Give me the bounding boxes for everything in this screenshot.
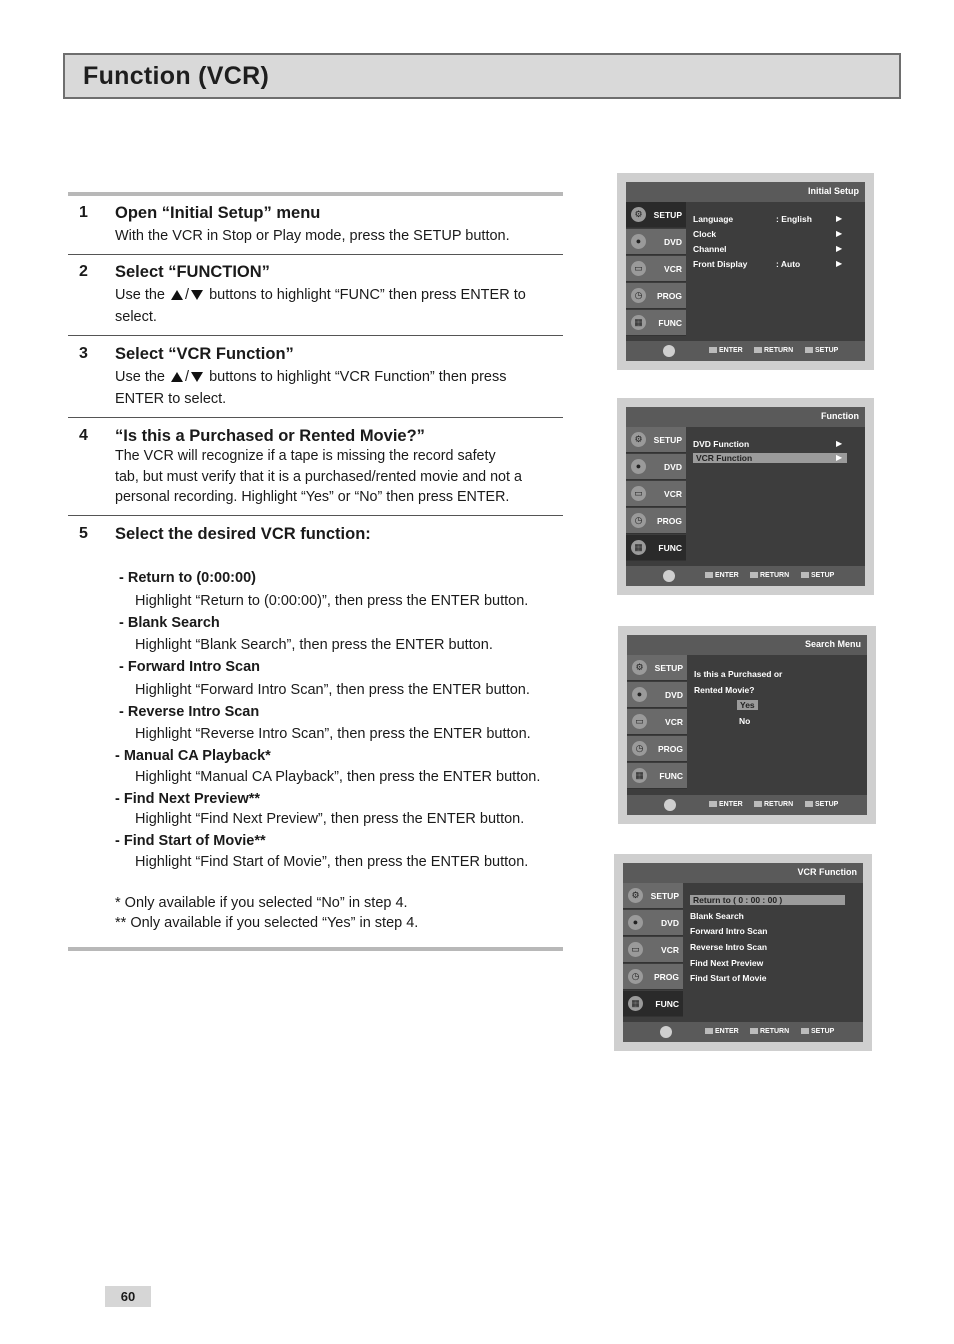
osd-menu-dvd [623, 910, 683, 936]
osd-menu-func [626, 535, 686, 561]
step-4-line: tab, but must verify that it is a purchased/rented movie and not a [115, 468, 522, 485]
function-description: Highlight “Manual CA Playback”, then press the ENTER button. [135, 769, 541, 785]
step-2-title: Select “FUNCTION” [115, 263, 270, 281]
osd-footer [623, 1022, 863, 1042]
osd-menu-label: SETUP [653, 435, 682, 445]
osd-menu-setup [623, 883, 683, 909]
osd-menu-label: DVD [664, 237, 682, 247]
osd-menu-label: DVD [661, 918, 679, 928]
osd-option-yes: Yes [737, 700, 758, 710]
osd-setup-hint: SETUP [805, 801, 838, 808]
osd-header [623, 863, 863, 883]
osd-row: Forward Intro Scan [690, 926, 768, 936]
osd-footer [626, 341, 865, 361]
function-icon: ▦ [628, 996, 643, 1011]
osd-footer [627, 795, 867, 815]
function-description: Highlight “Find Next Preview”, then press the ENTER button. [135, 811, 525, 827]
osd-enter-hint: ENTER [709, 347, 743, 354]
osd-vcr-function [614, 854, 872, 1051]
osd-menu-prog [627, 736, 687, 762]
osd-header [626, 182, 865, 202]
step-2-body-line2: select. [115, 309, 157, 325]
navigation-pad-icon [663, 345, 675, 357]
clock-icon: ◷ [631, 288, 646, 303]
function-heading: - Find Next Preview** [115, 791, 261, 807]
osd-search-menu [618, 626, 876, 824]
osd-menu-prog [626, 508, 686, 534]
osd-row: Find Start of Movie [690, 973, 767, 983]
osd-menu-label: FUNC [659, 771, 683, 781]
osd-content [686, 202, 865, 341]
osd-menu-label: FUNC [658, 543, 682, 553]
step-2-body: Use the / buttons to highlight “FUNC” then press ENTER to select. [115, 287, 526, 325]
step-3-number: 3 [79, 345, 88, 362]
function-description: Highlight “Forward Intro Scan”, then press the ENTER button. [135, 682, 530, 698]
osd-header [626, 407, 865, 427]
function-icon: ▦ [631, 315, 646, 330]
osd-content [686, 427, 865, 566]
gear-icon: ⚙ [632, 660, 647, 675]
osd-menu-vcr [623, 937, 683, 963]
osd-row-value: : Auto [776, 259, 801, 269]
osd-footer [626, 566, 865, 586]
step-4-body [115, 446, 555, 508]
osd-menu-label: PROG [653, 972, 679, 982]
navigation-pad-icon [660, 1026, 672, 1038]
dvd-icon: ● [628, 915, 643, 930]
down-arrow-icon [191, 290, 203, 300]
function-description: Highlight “Return to (0:00:00)”, then press the ENTER button. [135, 593, 529, 609]
step-2-number: 2 [79, 263, 88, 280]
osd-screen [626, 182, 865, 361]
step-3-body-post: buttons to highlight “VCR Function” then press [209, 369, 507, 385]
right-arrow-icon: ▶ [836, 453, 843, 462]
bottom-rule [68, 947, 563, 951]
dvd-icon: ● [631, 234, 646, 249]
step-4-title: “Is this a Purchased or Rented Movie?” [115, 427, 425, 445]
osd-title: Function [821, 411, 859, 421]
osd-menu-label: PROG [656, 516, 682, 526]
osd-option-no: No [739, 716, 751, 726]
right-arrow-icon: ▶ [836, 259, 843, 268]
function-heading: - Blank Search [119, 615, 220, 631]
osd-return-hint: RETURN [754, 801, 793, 808]
osd-header [627, 635, 867, 655]
osd-screen [626, 407, 865, 586]
up-arrow-icon [171, 290, 183, 300]
clock-icon: ◷ [632, 741, 647, 756]
osd-row: Find Next Preview [690, 958, 764, 968]
osd-menu-label: FUNC [658, 318, 682, 328]
osd-setup-hint: SETUP [801, 1028, 834, 1035]
step-1-number: 1 [79, 204, 88, 221]
osd-menu-label: FUNC [655, 999, 679, 1009]
page-number: 60 [105, 1286, 151, 1307]
osd-row-label: Channel [693, 244, 727, 254]
vcr-icon: ▭ [628, 942, 643, 957]
osd-row: Reverse Intro Scan [690, 942, 768, 952]
osd-row-label: Clock [693, 229, 717, 239]
osd-menu-label: SETUP [653, 210, 682, 220]
right-arrow-icon: ▶ [836, 439, 843, 448]
osd-row-value: : English [776, 214, 812, 224]
osd-row-highlighted: VCR Function [693, 453, 847, 463]
osd-content [683, 883, 863, 1022]
clock-icon: ◷ [631, 513, 646, 528]
dvd-icon: ● [631, 459, 646, 474]
osd-return-hint: RETURN [750, 572, 789, 579]
osd-row-label: Front Display [693, 259, 748, 269]
step-4-number: 4 [79, 427, 88, 444]
function-description: Highlight “Find Start of Movie”, then press the ENTER button. [135, 854, 529, 870]
function-icon: ▦ [631, 540, 646, 555]
vcr-icon: ▭ [631, 486, 646, 501]
osd-row-label: Language [693, 214, 734, 224]
function-description: Highlight “Blank Search”, then press the ENTER button. [135, 637, 493, 653]
right-arrow-icon: ▶ [836, 214, 843, 223]
osd-menu-label: SETUP [650, 891, 679, 901]
function-heading: - Find Start of Movie** [115, 833, 266, 849]
osd-menu-setup [626, 202, 686, 228]
osd-title: Initial Setup [807, 186, 859, 196]
osd-menu-func [626, 310, 686, 336]
osd-menu-label: VCR [665, 717, 683, 727]
step-3-body-pre: Use the [115, 369, 165, 385]
osd-setup-hint: SETUP [805, 347, 838, 354]
function-heading: - Return to (0:00:00) [119, 570, 256, 586]
osd-return-hint: RETURN [750, 1028, 789, 1035]
step-1-title: Open “Initial Setup” menu [115, 204, 321, 222]
footnote: * Only available if you selected “No” in step 4. [115, 895, 408, 911]
divider [68, 417, 563, 418]
osd-setup-hint: SETUP [801, 572, 834, 579]
osd-title: Search Menu [804, 639, 861, 649]
function-heading: - Forward Intro Scan [119, 659, 260, 675]
right-arrow-icon: ▶ [836, 229, 843, 238]
osd-menu-label: SETUP [654, 663, 683, 673]
osd-menu-prog [623, 964, 683, 990]
osd-enter-hint: ENTER [705, 572, 739, 579]
osd-row: Blank Search [690, 911, 744, 921]
step-2-body-pre: Use the [115, 287, 165, 303]
osd-menu-dvd [626, 454, 686, 480]
step-4-line: The VCR will recognize if a tape is missing the record safety [115, 448, 496, 464]
osd-menu-label: PROG [657, 744, 683, 754]
function-heading: - Manual CA Playback* [115, 748, 271, 764]
osd-menu-label: VCR [661, 945, 679, 955]
top-rule [68, 192, 563, 196]
dvd-icon: ● [632, 687, 647, 702]
step-3-body-line2: ENTER to select. [115, 391, 227, 407]
osd-menu-prog [626, 283, 686, 309]
osd-row-highlighted: Return to ( 0 : 00 : 00 ) [690, 895, 845, 905]
vcr-icon: ▭ [631, 261, 646, 276]
gear-icon: ⚙ [631, 207, 646, 222]
step-3-title: Select “VCR Function” [115, 345, 294, 363]
step-5-title: Select the desired VCR function: [115, 525, 371, 543]
osd-menu-label: DVD [664, 462, 682, 472]
osd-menu-func [627, 763, 687, 789]
osd-menu-func [623, 991, 683, 1017]
osd-menu-label: VCR [664, 264, 682, 274]
right-arrow-icon: ▶ [836, 244, 843, 253]
page-title-bar [63, 53, 901, 99]
osd-menu-vcr [626, 256, 686, 282]
step-5-number: 5 [79, 525, 88, 542]
osd-enter-hint: ENTER [709, 801, 743, 808]
page-title: Function (VCR) [83, 62, 270, 90]
osd-function [617, 398, 874, 595]
step-4-line: personal recording. Highlight “Yes” or “No” then press ENTER. [115, 489, 510, 505]
step-1-body: With the VCR in Stop or Play mode, press the SETUP button. [115, 228, 510, 244]
vcr-icon: ▭ [632, 714, 647, 729]
clock-icon: ◷ [628, 969, 643, 984]
up-arrow-icon [171, 372, 183, 382]
osd-initial-setup [617, 173, 874, 370]
gear-icon: ⚙ [631, 432, 646, 447]
osd-menu-dvd [627, 682, 687, 708]
osd-menu-setup [627, 655, 687, 681]
divider [68, 515, 563, 516]
osd-enter-hint: ENTER [705, 1028, 739, 1035]
function-heading: - Reverse Intro Scan [119, 704, 260, 720]
osd-menu-label: DVD [665, 690, 683, 700]
down-arrow-icon [191, 372, 203, 382]
osd-menu-vcr [627, 709, 687, 735]
divider [68, 335, 563, 336]
osd-row: DVD Function [693, 439, 750, 449]
step-2-body-post: buttons to highlight “FUNC” then press ENTER to [209, 287, 526, 303]
osd-menu-dvd [626, 229, 686, 255]
function-icon: ▦ [632, 768, 647, 783]
gear-icon: ⚙ [628, 888, 643, 903]
navigation-pad-icon [664, 799, 676, 811]
osd-screen [627, 635, 867, 815]
osd-return-hint: RETURN [754, 347, 793, 354]
osd-menu-label: VCR [664, 489, 682, 499]
navigation-pad-icon [663, 570, 675, 582]
osd-question: Rented Movie? [694, 685, 755, 695]
step-3-body: Use the / buttons to highlight “VCR Function” then press ENTER to select. [115, 369, 507, 407]
osd-title: VCR Function [797, 867, 857, 877]
divider [68, 254, 563, 255]
osd-menu-label: PROG [656, 291, 682, 301]
osd-menu-vcr [626, 481, 686, 507]
osd-menu-setup [626, 427, 686, 453]
footnote: ** Only available if you selected “Yes” in step 4. [115, 915, 419, 931]
osd-screen [623, 863, 863, 1042]
osd-content [687, 655, 867, 795]
osd-question: Is this a Purchased or [694, 669, 783, 679]
function-description: Highlight “Reverse Intro Scan”, then press the ENTER button. [135, 726, 531, 742]
